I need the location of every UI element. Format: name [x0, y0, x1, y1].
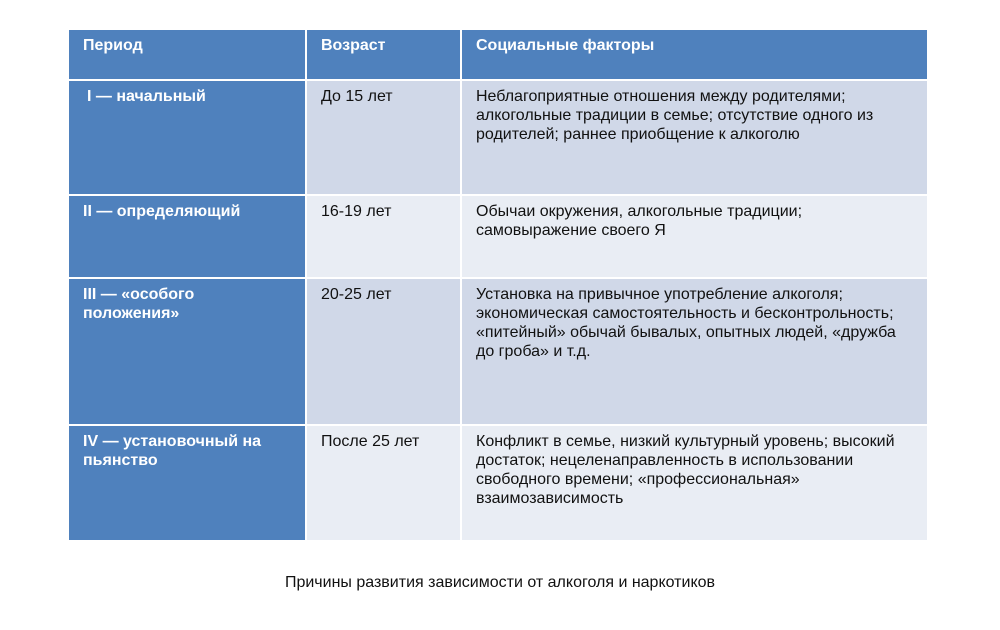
table-row-4-age: После 25 лет: [307, 426, 462, 540]
social-factors-table: [69, 30, 927, 540]
table-row-2-period: II — определяющий: [69, 196, 307, 279]
table-row-1-period: I — начальный: [69, 81, 307, 196]
table-row-4-factors: Конфликт в семье, низкий культурный уровень; высокий достаток; нецеленаправленность в использовании свободного времени; «профессиональная» взаимозависимость: [462, 426, 927, 540]
table-row-2-age: 16-19 лет: [307, 196, 462, 279]
table-caption: Причины развития зависимости от алкоголя и наркотиков: [284, 574, 716, 591]
table-row-1-factors: Неблагоприятные отношения между родителями; алкогольные традиции в семье; отсутствие одного из родителей; раннее приобщение к алкоголю: [462, 81, 927, 196]
header-period: Период: [69, 30, 307, 81]
table-row-4-period: IV — установочный на пьянство: [69, 426, 307, 540]
table-row-2-factors: Обычаи окружения, алкогольные традиции; самовыражение своего Я: [462, 196, 927, 279]
header-age: Возраст: [307, 30, 462, 81]
table-row-3-factors: Установка на привычное употребление алкоголя; экономическая самостоятельность и бесконтрольность; «питейный» обычай бывалых, опытных людей, «дружба до гроба» и т.д.: [462, 279, 927, 426]
table-row-1-age: До 15 лет: [307, 81, 462, 196]
header-factors: Социальные факторы: [462, 30, 927, 81]
table-row-3-period: III — «особого положения»: [69, 279, 307, 426]
table-row-3-age: 20-25 лет: [307, 279, 462, 426]
